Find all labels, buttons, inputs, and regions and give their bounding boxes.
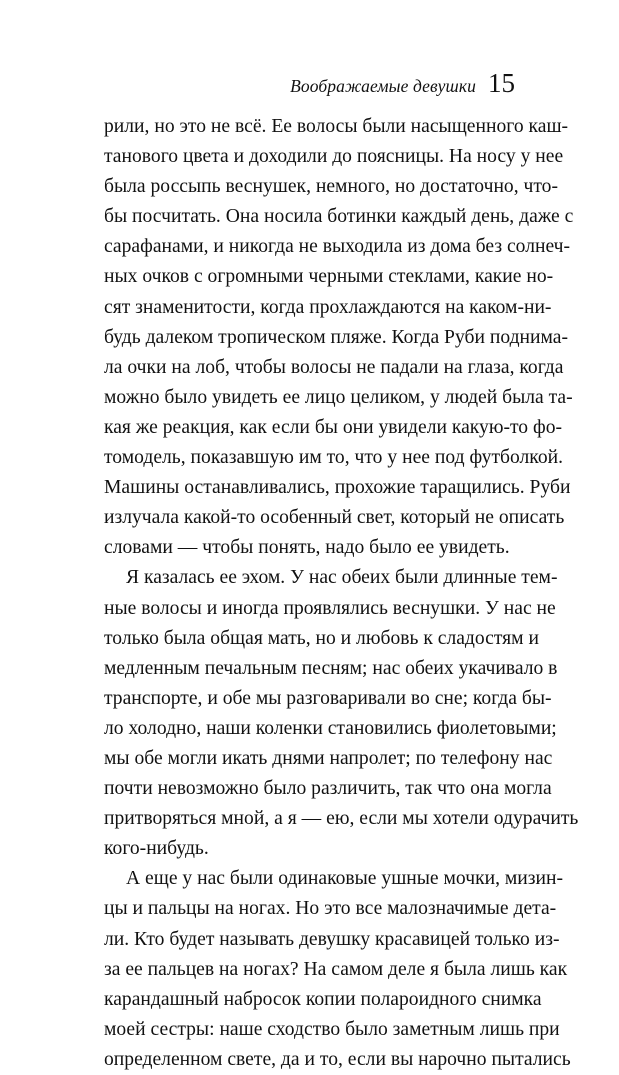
text-line: мы обе могли икать днями напролет; по телефону нас <box>104 747 553 769</box>
text-line: ные волосы и иногда проявлялись веснушки. У нас не <box>104 597 556 619</box>
text-line: ных очков с огромными черными стеклами, какие но- <box>104 266 554 288</box>
text-line: Машины останавливались, прохожие таращились. Руби <box>104 477 571 499</box>
paragraph <box>104 112 574 563</box>
text-line: карандашный набросок копии полароидного снимка <box>104 988 542 1010</box>
text-line: была россыпь веснушек, немного, но достаточно, что- <box>104 176 559 198</box>
text-line: излучала какой-то особенный свет, который не описать <box>104 507 565 529</box>
text-line: ло холодно, наши коленки становились фиолетовыми; <box>104 717 557 739</box>
text-line: почти невозможно было различить, так что она могла <box>104 778 552 800</box>
text-line: медленным печальным песням; нас обеих укачивало в <box>104 657 558 679</box>
text-line: притворяться мной, а я — ею, если мы хотели одурачить <box>104 808 579 830</box>
text-line: бы посчитать. Она носила ботинки каждый день, даже с <box>104 206 574 228</box>
text-line: рили, но это не всё. Ее волосы были насыщенного каш- <box>104 116 569 137</box>
text-line: А еще у нас были одинаковые ушные мочки, мизин- <box>126 868 563 890</box>
text-line: определенном свете, да и то, если вы нарочно пытались <box>104 1048 571 1070</box>
text-line: танового цвета и доходили до поясницы. На носу у нее <box>104 146 564 168</box>
text-line: будь далеком тропическом пляже. Когда Руби поднима- <box>104 326 568 348</box>
running-title: Воображаемые девушки <box>290 76 476 96</box>
text-line: ли. Кто будет называть девушку красавицей только из- <box>104 928 560 950</box>
text-line: кая же реакция, как если бы они увидели какую-то фо- <box>104 416 563 438</box>
text-line: сят знаменитости, когда прохлаждаются на каком-ни- <box>104 296 552 318</box>
text-body <box>104 112 579 1075</box>
text-line: за ее пальцев на ногах? На самом деле я была лишь как <box>104 958 568 980</box>
paragraph <box>104 864 571 1075</box>
text-line: цы и пальцы на ногах. Но это все малозначимые дета- <box>104 898 557 920</box>
text-line: только была общая мать, но и любовь к сладостям и <box>104 627 539 649</box>
text-line: сарафанами, и никогда не выходила из дома без солнеч- <box>104 236 571 258</box>
text-line: транспорте, и обе мы разговаривали во сне; когда бы- <box>104 687 552 709</box>
running-head <box>290 70 515 110</box>
paragraph <box>104 563 579 864</box>
page-number: 15 <box>488 68 515 98</box>
text-line: моей сестры: наше сходство было заметным лишь при <box>104 1018 560 1040</box>
text-line: словами — чтобы понять, надо было ее увидеть. <box>104 537 510 559</box>
text-line: можно было увидеть ее лицо целиком, у людей была та- <box>104 386 573 408</box>
text-line: томодель, показавшую им то, что у нее под футболкой. <box>104 447 563 469</box>
text-line: Я казалась ее эхом. У нас обеих были длинные тем- <box>126 567 558 589</box>
text-line: ла очки на лоб, чтобы волосы не падали на глаза, когда <box>104 356 564 378</box>
text-line: кого-нибудь. <box>104 838 209 860</box>
